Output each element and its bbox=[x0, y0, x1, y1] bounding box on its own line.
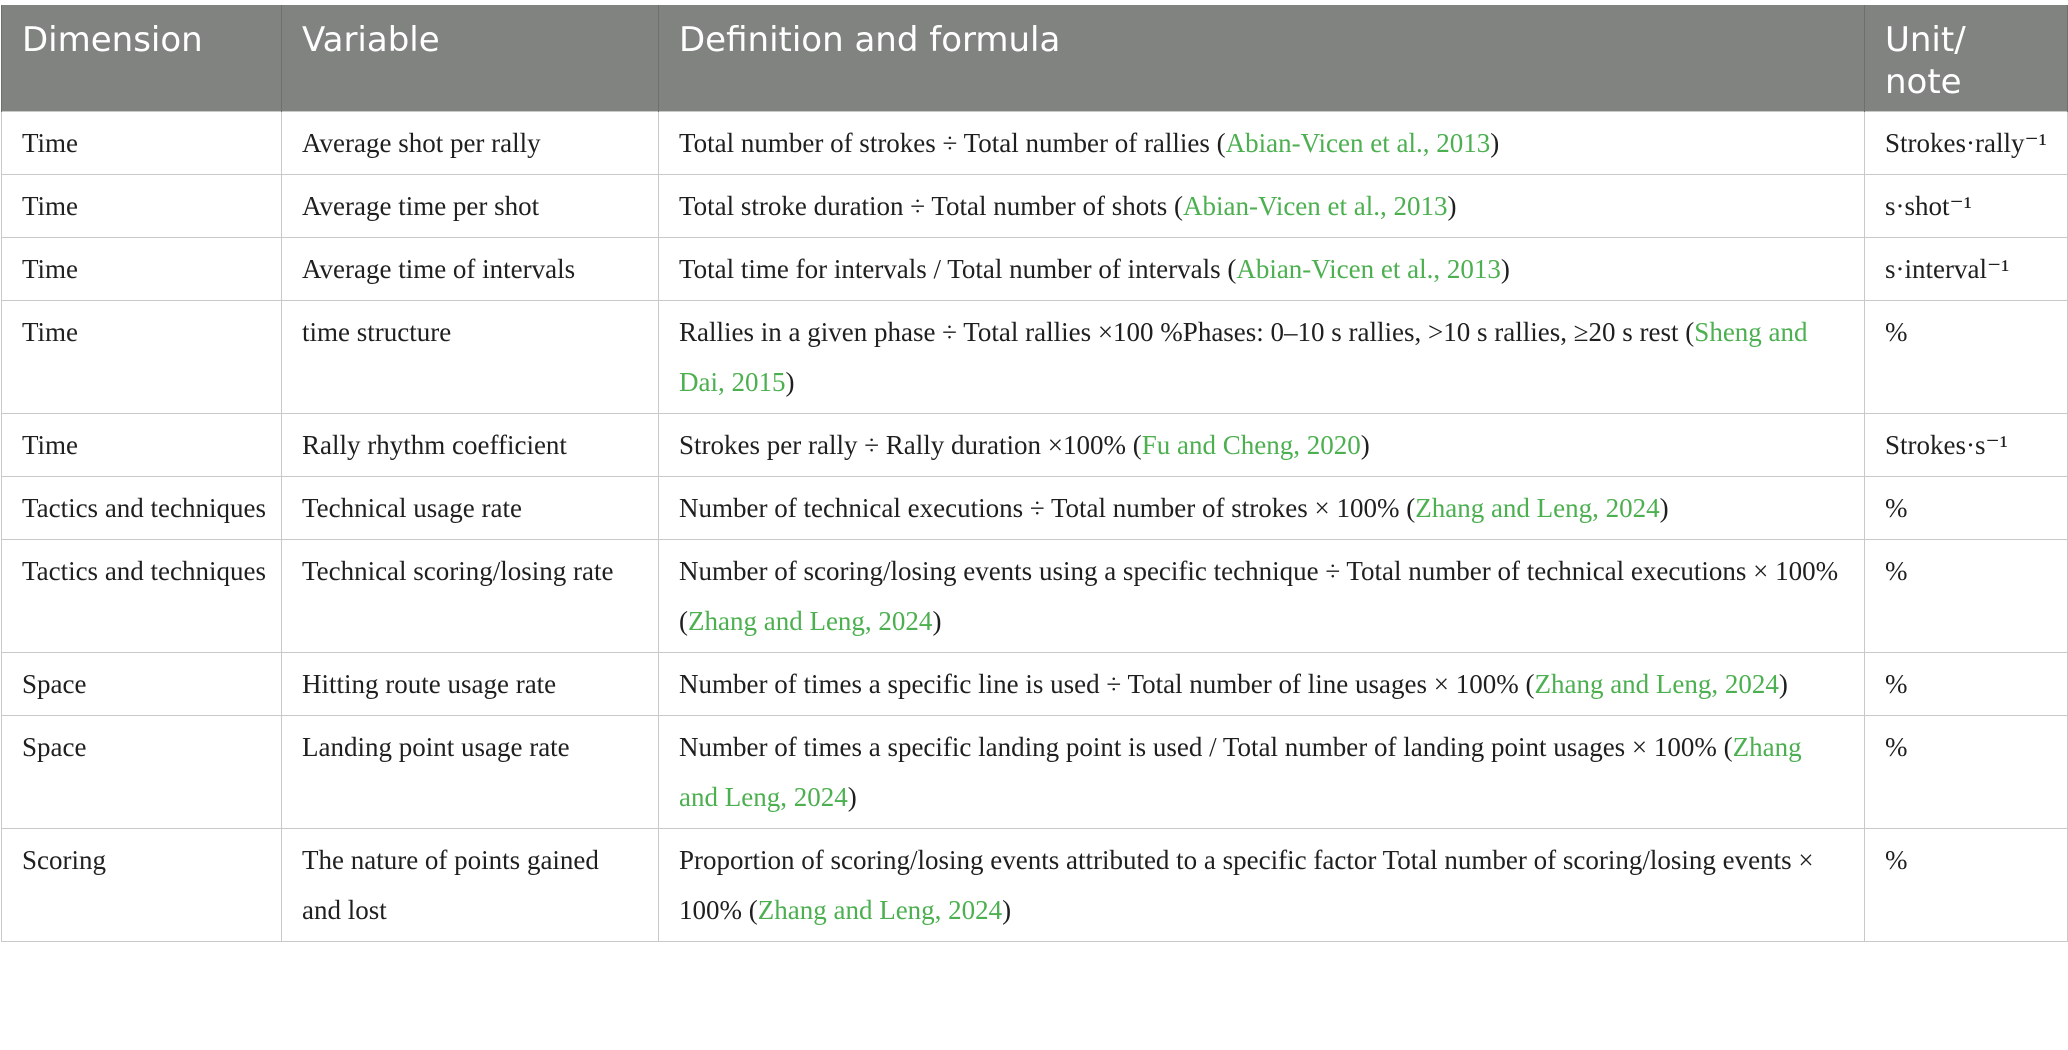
definition-end: ) bbox=[1002, 895, 1012, 925]
definition-text: Rallies in a given phase ÷ Total rallies ×100 %Phases: 0–10 s rallies, >10 s rallies, ≥20 s rest ( bbox=[679, 317, 1695, 347]
citation-link[interactable]: Zhang and Leng, 2024 bbox=[679, 732, 1802, 812]
citation-link[interactable]: Fu and Cheng, 2020 bbox=[1141, 430, 1361, 460]
cell-dimension: Time bbox=[2, 112, 282, 175]
cell-variable: Rally rhythm coefficient bbox=[282, 414, 659, 477]
definition-end: ) bbox=[932, 606, 942, 636]
definition-text: Proportion of scoring/losing events attributed to a specific factor Total number of scoring/losing events × 100% ( bbox=[679, 845, 1814, 925]
cell-definition bbox=[659, 653, 1865, 716]
citation-link[interactable]: Sheng and Dai, 2015 bbox=[679, 317, 1808, 397]
cell-unit: % bbox=[1865, 477, 2068, 540]
header-definition: Definition and formula bbox=[659, 5, 1865, 112]
cell-definition bbox=[659, 112, 1865, 175]
cell-variable: The nature of points gained and lost bbox=[282, 829, 659, 942]
cell-unit: Strokes·rally⁻¹ bbox=[1865, 112, 2068, 175]
definition-end: ) bbox=[1360, 430, 1370, 460]
cell-definition bbox=[659, 540, 1865, 653]
header-unit-note: Unit/ note bbox=[1865, 5, 2068, 112]
cell-unit: % bbox=[1865, 301, 2068, 414]
table-row bbox=[2, 477, 2068, 540]
definition-end: ) bbox=[1447, 191, 1457, 221]
citation-link[interactable]: Abian-Vicen et al., 2013 bbox=[1225, 128, 1491, 158]
cell-unit: % bbox=[1865, 653, 2068, 716]
citation-link[interactable]: Zhang and Leng, 2024 bbox=[757, 895, 1003, 925]
cell-definition bbox=[659, 301, 1865, 414]
cell-variable: time structure bbox=[282, 301, 659, 414]
cell-variable: Hitting route usage rate bbox=[282, 653, 659, 716]
cell-variable: Landing point usage rate bbox=[282, 716, 659, 829]
definition-text: Number of times a specific line is used ÷ Total number of line usages × 100% ( bbox=[679, 669, 1535, 699]
cell-variable: Average time of intervals bbox=[282, 238, 659, 301]
table-row bbox=[2, 540, 2068, 653]
cell-unit: % bbox=[1865, 829, 2068, 942]
citation-link[interactable]: Zhang and Leng, 2024 bbox=[1415, 493, 1660, 523]
cell-variable: Average shot per rally bbox=[282, 112, 659, 175]
cell-unit: s·shot⁻¹ bbox=[1865, 175, 2068, 238]
definition-end: ) bbox=[847, 782, 857, 812]
cell-dimension: Time bbox=[2, 414, 282, 477]
cell-definition bbox=[659, 829, 1865, 942]
definition-text: Number of technical executions ÷ Total number of strokes × 100% ( bbox=[679, 493, 1416, 523]
cell-dimension: Tactics and techniques bbox=[2, 477, 282, 540]
citation-link[interactable]: Abian-Vicen et al., 2013 bbox=[1236, 254, 1501, 284]
table-row bbox=[2, 414, 2068, 477]
header-variable: Variable bbox=[282, 5, 659, 112]
cell-definition bbox=[659, 477, 1865, 540]
cell-variable: Technical scoring/losing rate bbox=[282, 540, 659, 653]
cell-unit: s·interval⁻¹ bbox=[1865, 238, 2068, 301]
table-row bbox=[2, 112, 2068, 175]
cell-dimension: Tactics and techniques bbox=[2, 540, 282, 653]
table-row bbox=[2, 653, 2068, 716]
definition-text: Number of scoring/losing events using a specific technique ÷ Total number of technical executions × 100% ( bbox=[679, 556, 1839, 636]
cell-dimension: Space bbox=[2, 653, 282, 716]
cell-definition bbox=[659, 175, 1865, 238]
definition-text: Total stroke duration ÷ Total number of shots ( bbox=[679, 191, 1183, 221]
definition-text: Total time for intervals / Total number of intervals ( bbox=[679, 254, 1237, 284]
table-row bbox=[2, 829, 2068, 942]
definition-text: Strokes per rally ÷ Rally duration ×100% ( bbox=[679, 430, 1142, 460]
table-row bbox=[2, 238, 2068, 301]
cell-variable: Technical usage rate bbox=[282, 477, 659, 540]
cell-unit: % bbox=[1865, 540, 2068, 653]
cell-dimension: Time bbox=[2, 238, 282, 301]
definitions-table bbox=[1, 5, 2068, 942]
table-header-row bbox=[2, 5, 2068, 112]
cell-definition bbox=[659, 716, 1865, 829]
cell-variable: Average time per shot bbox=[282, 175, 659, 238]
table-row bbox=[2, 175, 2068, 238]
definition-end: ) bbox=[1778, 669, 1788, 699]
table-row bbox=[2, 301, 2068, 414]
cell-dimension: Time bbox=[2, 175, 282, 238]
citation-link[interactable]: Abian-Vicen et al., 2013 bbox=[1182, 191, 1448, 221]
table-row bbox=[2, 716, 2068, 829]
definition-end: ) bbox=[785, 367, 795, 397]
citation-link[interactable]: Zhang and Leng, 2024 bbox=[1534, 669, 1779, 699]
citation-link[interactable]: Zhang and Leng, 2024 bbox=[688, 606, 933, 636]
cell-definition bbox=[659, 238, 1865, 301]
definition-end: ) bbox=[1659, 493, 1669, 523]
header-dimension: Dimension bbox=[2, 5, 282, 112]
cell-definition bbox=[659, 414, 1865, 477]
cell-unit: Strokes·s⁻¹ bbox=[1865, 414, 2068, 477]
definition-text: Number of times a specific landing point is used / Total number of landing point usages × 100% ( bbox=[679, 732, 1733, 762]
cell-dimension: Time bbox=[2, 301, 282, 414]
cell-unit: % bbox=[1865, 716, 2068, 829]
definition-end: ) bbox=[1490, 128, 1500, 158]
cell-dimension: Scoring bbox=[2, 829, 282, 942]
cell-dimension: Space bbox=[2, 716, 282, 829]
definition-text: Total number of strokes ÷ Total number of rallies ( bbox=[679, 128, 1226, 158]
definition-end: ) bbox=[1500, 254, 1510, 284]
